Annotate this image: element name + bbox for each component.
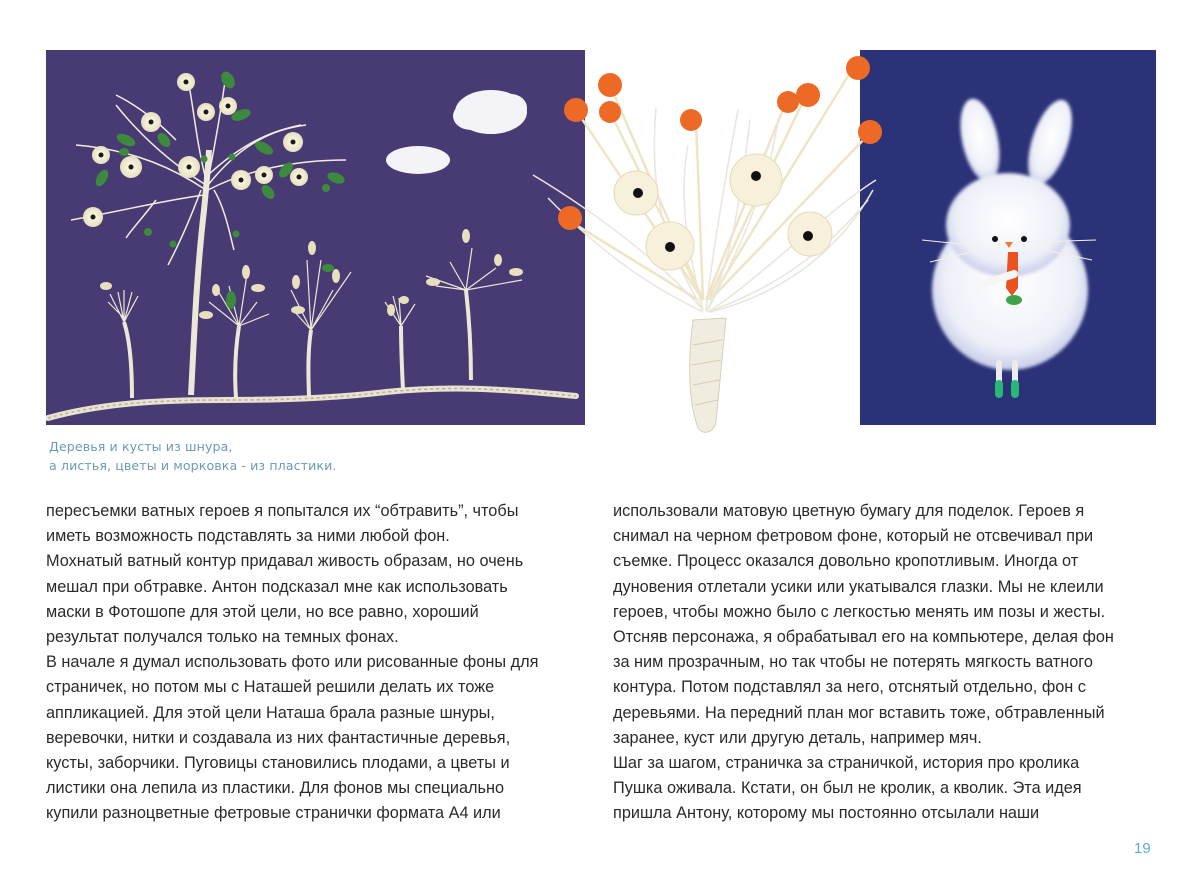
orange-ball-icon bbox=[558, 56, 882, 230]
text-line: дуновения отлетали усики или укатывался глазки. Мы не клеили bbox=[613, 577, 1104, 596]
text-line: мешал при обтравке. Антон подсказал мне как использовать bbox=[46, 577, 508, 596]
text-line: Мохнатый ватный контур придавал живость образам, но очень bbox=[46, 552, 524, 571]
text-line: маски в Фотошопе для этой цели, но все равно, хороший bbox=[46, 602, 479, 621]
text-line: результат получался только на темных фонах. bbox=[46, 628, 399, 647]
text-line: купили разноцветные фетровые странички формата А4 или bbox=[46, 804, 501, 823]
text-line: пересъемки ватных героев я попытался их “обтравить”, чтобы bbox=[46, 502, 519, 520]
caption-line: а листья, цветы и морковка - из пластики. bbox=[49, 458, 337, 473]
text-line: снимал на черном фетровом фоне, который не отсвечивал при bbox=[613, 527, 1094, 546]
body-text-right-column bbox=[613, 499, 1173, 827]
text-line: деревьями. На передний план мог вставить тоже, обтравленный bbox=[613, 703, 1105, 722]
page-number: 19 bbox=[1134, 840, 1151, 857]
text-line: за ним прозрачным, но так чтобы не потерять мягкость ватного bbox=[613, 653, 1093, 672]
text-line: веревочки, нитки и создавала из них фантастичные деревья, bbox=[46, 728, 511, 747]
text-line: Отсняв персонажа, я обрабатывал его на компьютере, делая фон bbox=[613, 628, 1114, 647]
text-line: кусты, заборчики. Пуговицы становились плодами, а цветы и bbox=[46, 754, 510, 773]
text-line: листики она лепила из пластики. Для фонов мы специально bbox=[46, 779, 505, 798]
trees-photo bbox=[46, 50, 585, 425]
leaf-icon bbox=[100, 229, 523, 319]
body-text-left-column bbox=[46, 499, 586, 827]
text-line: заранее, куст или другую деталь, например мяч. bbox=[613, 728, 982, 747]
text-line: аппликацией. Для этой цели Наташа брала разные шнуры, bbox=[46, 703, 495, 722]
text-line: использовали матовую цветную бумагу для поделок. Героев я bbox=[613, 502, 1085, 520]
text-line: героев, чтобы можно было с легкостью менять им позы и жесты. bbox=[613, 602, 1106, 621]
text-line: страничек, но потом мы с Наташей решили делать их тоже bbox=[46, 678, 495, 697]
bunny-illustration bbox=[860, 50, 1156, 425]
bouquet-photo bbox=[528, 50, 888, 435]
text-line: съемке. Процесс оказался довольно кропотливым. Иногда от bbox=[613, 552, 1079, 571]
text-line: Пушка оживала. Кстати, он был не кролик, а кволик. Эта идея bbox=[613, 779, 1082, 798]
trees-illustration bbox=[46, 50, 585, 425]
bouquet-illustration bbox=[528, 50, 888, 435]
text-line: пришла Антону, которому мы постоянно отсылали наши bbox=[613, 804, 1040, 823]
bunny-photo bbox=[860, 50, 1156, 425]
text-line: В начале я думал использовать фото или рисованные фоны для bbox=[46, 653, 539, 672]
cloud-icon bbox=[386, 90, 527, 174]
text-line: иметь возможность подставлять за ними любой фон. bbox=[46, 527, 450, 546]
image-caption bbox=[49, 437, 336, 475]
text-line: Шаг за шагом, страничка за страничкой, история про кролика bbox=[613, 754, 1080, 773]
caption-line: Деревья и кусты из шнура, bbox=[49, 439, 233, 454]
text-line: контура. Потом подставлял за него, отснятый отдельно, фон с bbox=[613, 678, 1086, 697]
